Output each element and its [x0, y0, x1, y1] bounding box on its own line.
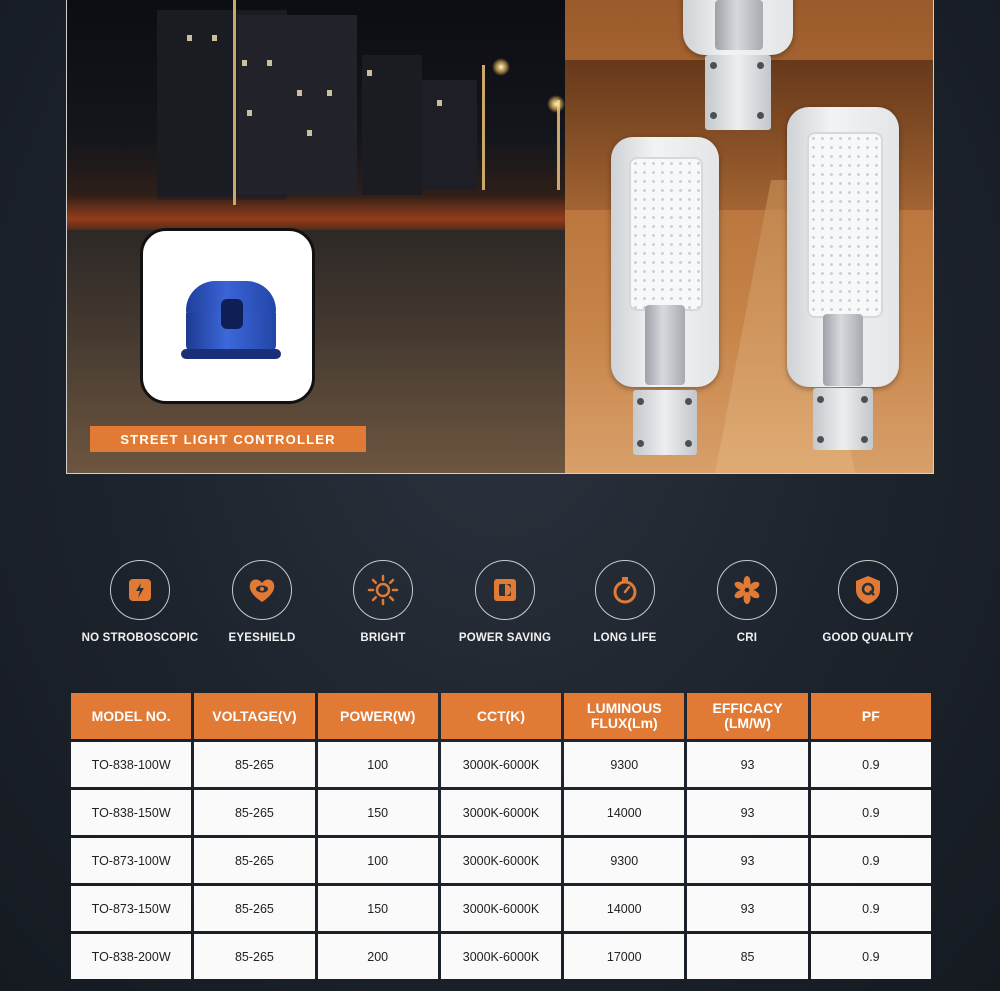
- table-cell: 9300: [564, 742, 684, 787]
- table-cell: TO-838-200W: [71, 934, 191, 979]
- table-row: [71, 934, 931, 979]
- table-cell: 100: [318, 838, 438, 883]
- hero-caption: STREET LIGHT CONTROLLER: [90, 426, 366, 452]
- column-header: PF: [811, 693, 931, 739]
- table-cell: 93: [687, 838, 807, 883]
- table-cell: 0.9: [811, 790, 931, 835]
- table-cell: 85-265: [194, 934, 314, 979]
- street-light-product-scene: [565, 0, 934, 474]
- table-cell: 85-265: [194, 886, 314, 931]
- table-cell: 14000: [564, 790, 684, 835]
- table-cell: 3000K-6000K: [441, 838, 561, 883]
- table-cell: TO-838-100W: [71, 742, 191, 787]
- sun-icon: [367, 574, 399, 606]
- table-cell: 9300: [564, 838, 684, 883]
- table-cell: 93: [687, 886, 807, 931]
- table-cell: 0.9: [811, 742, 931, 787]
- table-cell: 0.9: [811, 886, 931, 931]
- photocell-sensor: [221, 299, 243, 329]
- night-street-scene: [67, 0, 565, 474]
- table-row: [71, 886, 931, 931]
- column-header: MODEL NO.: [71, 693, 191, 739]
- table-cell: TO-873-150W: [71, 886, 191, 931]
- table-row: [71, 742, 931, 787]
- feature-eyeshield: EYESHIELD: [197, 560, 327, 644]
- column-header: LUMINOUS FLUX(Lm): [564, 693, 684, 739]
- table-cell: 150: [318, 790, 438, 835]
- column-header: POWER(W): [318, 693, 438, 739]
- table-cell: 3000K-6000K: [441, 934, 561, 979]
- shield-quality-icon: [853, 574, 883, 606]
- table-cell: 17000: [564, 934, 684, 979]
- controller-product-image: [140, 228, 315, 404]
- feature-long-life: LONG LIFE: [560, 560, 690, 644]
- table-cell: 85: [687, 934, 807, 979]
- table-cell: 93: [687, 790, 807, 835]
- table-cell: TO-873-100W: [71, 838, 191, 883]
- table-cell: 100: [318, 742, 438, 787]
- stopwatch-icon: [609, 574, 641, 606]
- feature-cri: CRI: [682, 560, 812, 644]
- table-cell: 0.9: [811, 838, 931, 883]
- table-cell: 3000K-6000K: [441, 886, 561, 931]
- heart-eye-icon: [246, 575, 278, 605]
- asterisk-icon: [731, 574, 763, 606]
- table-cell: 0.9: [811, 934, 931, 979]
- table-cell: 85-265: [194, 742, 314, 787]
- table-cell: 93: [687, 742, 807, 787]
- table-cell: 85-265: [194, 838, 314, 883]
- battery-icon: [490, 575, 520, 605]
- table-cell: 150: [318, 886, 438, 931]
- feature-icons-row: [70, 560, 930, 650]
- led-panel: [629, 157, 703, 311]
- feature-good-quality: GOOD QUALITY: [803, 560, 933, 644]
- led-panel: [807, 132, 883, 318]
- table-cell: 14000: [564, 886, 684, 931]
- table-cell: 3000K-6000K: [441, 790, 561, 835]
- table-cell: 3000K-6000K: [441, 742, 561, 787]
- table-header-row: [71, 693, 931, 739]
- table-cell: 200: [318, 934, 438, 979]
- table-cell: 85-265: [194, 790, 314, 835]
- column-header: CCT(K): [441, 693, 561, 739]
- feature-power-saving: POWER SAVING: [440, 560, 570, 644]
- table-row: [71, 790, 931, 835]
- column-header: EFFICACY (LM/W): [687, 693, 807, 739]
- specification-table: [68, 690, 934, 982]
- no-flicker-icon: [125, 575, 155, 605]
- table-cell: TO-838-150W: [71, 790, 191, 835]
- column-header: VOLTAGE(V): [194, 693, 314, 739]
- feature-bright: BRIGHT: [318, 560, 448, 644]
- feature-no-stroboscopic: NO STROBOSCOPIC: [75, 560, 205, 644]
- table-row: [71, 838, 931, 883]
